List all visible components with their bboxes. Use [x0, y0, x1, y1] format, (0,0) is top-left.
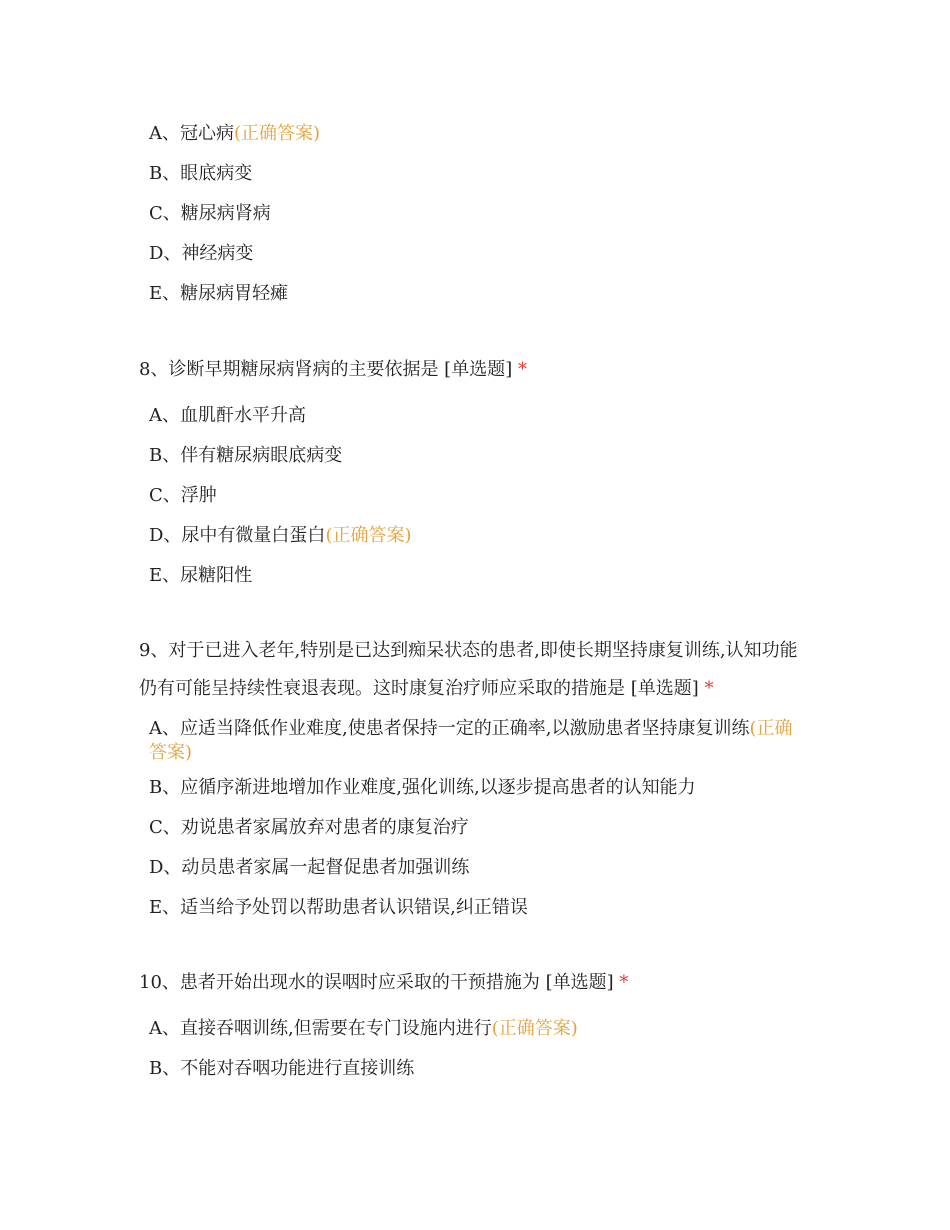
option-9c[interactable]: C、劝说患者家属放弃对患者的康复治疗: [149, 817, 469, 838]
option-10a[interactable]: A、直接吞咽训练,但需要在专门设施内进行(正确答案): [149, 1018, 578, 1039]
correct-answer-tag: (正确答案): [325, 525, 412, 546]
option-8d[interactable]: D、尿中有微量白蛋白(正确答案): [149, 525, 412, 546]
option-7d[interactable]: D、神经病变: [149, 243, 254, 264]
option-7e[interactable]: E、糖尿病胃轻瘫: [149, 283, 289, 304]
option-8a[interactable]: A、血肌酐水平升高: [149, 405, 306, 426]
correct-answer-tag: (正确答案): [149, 718, 793, 763]
option-9b[interactable]: B、应循序渐进地增加作业难度,强化训练,以逐步提高患者的认知能力: [149, 777, 696, 798]
required-mark: *: [704, 678, 714, 699]
option-7b[interactable]: B、眼底病变: [149, 163, 253, 184]
option-9a[interactable]: A、应适当降低作业难度,使患者保持一定的正确率,以激励患者坚持康复训练(正确答案): [149, 718, 793, 763]
option-9d[interactable]: D、动员患者家属一起督促患者加强训练: [149, 857, 470, 878]
question-9-text: 9、对于已进入老年,特别是已达到痴呆状态的患者,即使长期坚持康复训练,认知功能仍有可能呈持续性衰退表现。这时康复治疗师应采取的措施是 [单选题] *: [139, 640, 798, 699]
option-8b[interactable]: B、伴有糖尿病眼底病变: [149, 445, 343, 466]
question-10-text: 10、患者开始出现水的误咽时应采取的干预措施为 [单选题] *: [139, 972, 629, 993]
correct-answer-tag: (正确答案): [491, 1018, 578, 1039]
required-mark: *: [517, 359, 527, 380]
option-8c[interactable]: C、浮肿: [149, 485, 217, 506]
option-10b[interactable]: B、不能对吞咽功能进行直接训练: [149, 1058, 415, 1079]
option-7c[interactable]: C、糖尿病肾病: [149, 203, 271, 224]
question-8-text: 8、诊断早期糖尿病肾病的主要依据是 [单选题] *: [139, 359, 527, 380]
option-7a[interactable]: A、冠心病(正确答案): [149, 123, 321, 144]
correct-answer-tag: (正确答案): [234, 123, 321, 144]
option-8e[interactable]: E、尿糖阳性: [149, 565, 253, 586]
required-mark: *: [619, 972, 629, 993]
option-9e[interactable]: E、适当给予处罚以帮助患者认识错误,纠正错误: [149, 897, 528, 918]
